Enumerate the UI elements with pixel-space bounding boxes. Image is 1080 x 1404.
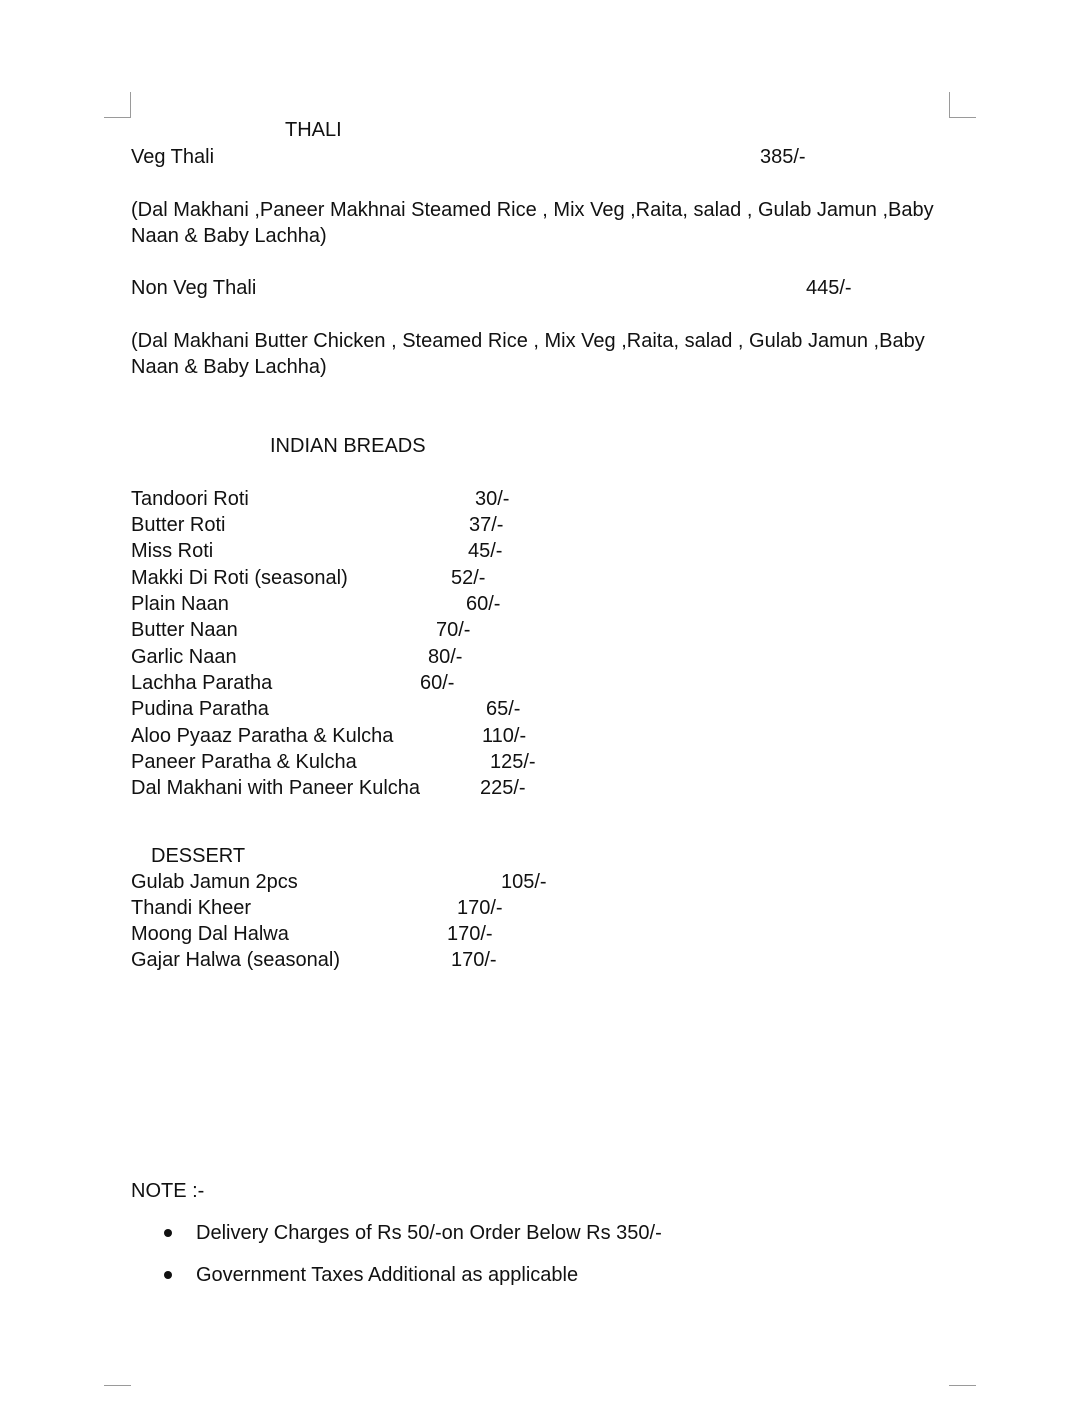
- bread-item-name: Garlic Naan: [131, 646, 237, 668]
- bread-item-name: Pudina Paratha: [131, 698, 269, 720]
- veg-thali-name: Veg Thali: [131, 146, 215, 168]
- bread-item-price: 37/-: [469, 514, 504, 536]
- dessert-item-name: Gulab Jamun 2pcs: [131, 871, 298, 893]
- note-heading: NOTE :-: [131, 1180, 205, 1202]
- indian-breads-heading: INDIAN BREADS: [270, 435, 426, 457]
- dessert-item-name: Moong Dal Halwa: [131, 923, 289, 945]
- bread-item-price: 125/-: [490, 751, 536, 773]
- nonveg-thali-description-line: Naan & Baby Lachha): [131, 356, 327, 378]
- dessert-item-price: 170/-: [457, 897, 503, 919]
- bread-item-price: 60/-: [466, 593, 501, 615]
- bread-item-name: Makki Di Roti (seasonal): [131, 567, 348, 589]
- thali-heading: THALI: [285, 119, 342, 141]
- crop-mark-top-right-horizontal: [949, 117, 976, 118]
- dessert-item-price: 105/-: [501, 871, 547, 893]
- bread-item-price: 225/-: [480, 777, 526, 799]
- crop-mark-top-left-vertical: [130, 92, 131, 118]
- dessert-item-name: Gajar Halwa (seasonal): [131, 949, 340, 971]
- bread-item-name: Butter Naan: [131, 619, 238, 641]
- bread-item-name: Dal Makhani with Paneer Kulcha: [131, 777, 421, 799]
- dessert-item-price: 170/-: [451, 949, 497, 971]
- nonveg-thali-name: Non Veg Thali: [131, 277, 257, 299]
- bread-item-price: 80/-: [428, 646, 463, 668]
- nonveg-thali-description-line: (Dal Makhani Butter Chicken , Steamed Rice , Mix Veg ,Raita, salad , Gulab Jamun ,Baby: [131, 330, 925, 352]
- dessert-item-price: 170/-: [447, 923, 493, 945]
- bread-item-price: 45/-: [468, 540, 503, 562]
- crop-mark-top-right-vertical: [949, 92, 950, 118]
- bread-item-price: 52/-: [451, 567, 486, 589]
- bread-item-name: Miss Roti: [131, 540, 214, 562]
- bread-item-price: 110/-: [482, 725, 527, 747]
- bread-item-name: Butter Roti: [131, 514, 226, 536]
- bread-item-price: 70/-: [436, 619, 471, 641]
- dessert-item-name: Thandi Kheer: [131, 897, 252, 919]
- bread-item-name: Aloo Pyaaz Paratha & Kulcha: [131, 725, 394, 747]
- crop-mark-bottom-right-horizontal: [949, 1385, 976, 1386]
- bread-item-name: Plain Naan: [131, 593, 229, 615]
- note-bullet-text: Delivery Charges of Rs 50/-on Order Below Rs 350/-: [196, 1222, 662, 1244]
- veg-thali-description-line: (Dal Makhani ,Paneer Makhnai Steamed Rice , Mix Veg ,Raita, salad , Gulab Jamun ,Baby: [131, 199, 934, 221]
- crop-mark-bottom-left-horizontal: [104, 1385, 131, 1386]
- bread-item-name: Paneer Paratha & Kulcha: [131, 751, 357, 773]
- bread-item-name: Tandoori Roti: [131, 488, 249, 510]
- veg-thali-description-line: Naan & Baby Lachha): [131, 225, 327, 247]
- bread-item-name: Lachha Paratha: [131, 672, 273, 694]
- note-bullet-text: Government Taxes Additional as applicable: [196, 1264, 579, 1286]
- bread-item-price: 30/-: [475, 488, 510, 510]
- bullet-icon: [164, 1271, 172, 1279]
- crop-mark-top-left-horizontal: [104, 117, 131, 118]
- veg-thali-price: 385/-: [760, 146, 806, 168]
- nonveg-thali-price: 445/-: [806, 277, 852, 299]
- dessert-heading: DESSERT: [151, 845, 246, 867]
- bread-item-price: 60/-: [420, 672, 455, 694]
- bullet-icon: [164, 1229, 172, 1237]
- bread-item-price: 65/-: [486, 698, 521, 720]
